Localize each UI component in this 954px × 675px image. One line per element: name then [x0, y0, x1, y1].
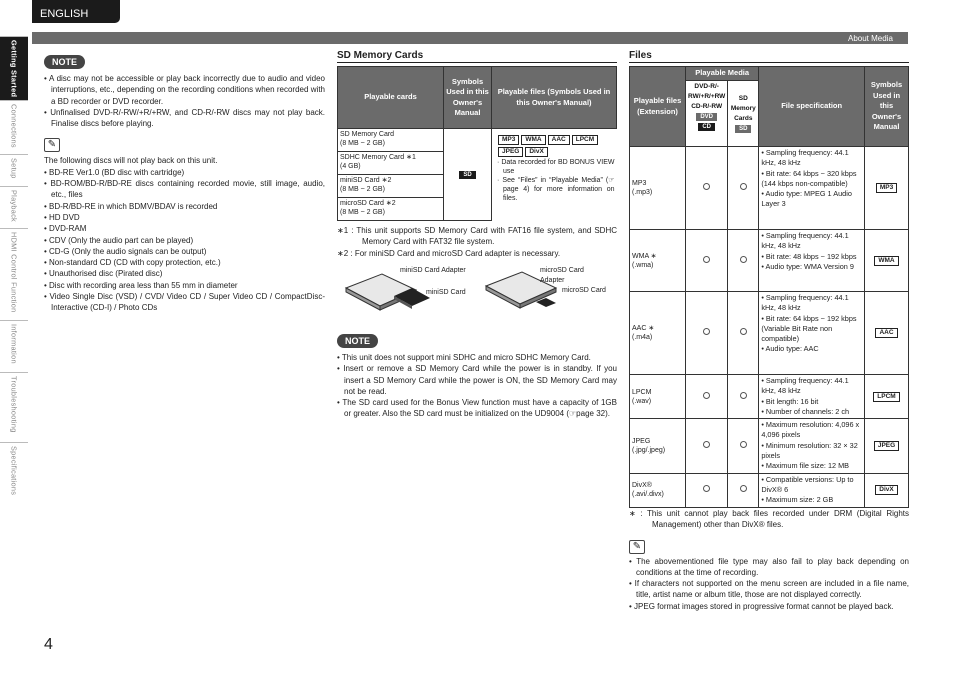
sidebar: [0, 36, 28, 508]
list-item: • BD-RE Ver1.0 (BD disc with cartridge): [44, 167, 185, 177]
mini-card-label: miniSD Card: [426, 289, 466, 296]
files-notes: [629, 508, 909, 612]
sd-symbol-cell: SD: [444, 129, 492, 221]
files-header-dvd: DVD-R/-RW/+R/+RW CD-R/-RW DVD CD: [686, 81, 728, 147]
pencil-icon: ✎: [44, 134, 325, 152]
mini-adapter-label: miniSD Card Adapter: [400, 267, 466, 274]
list-item: • CDV (Only the audio part can be played): [44, 235, 194, 245]
micro-adapter-label: microSD Card Adapter: [540, 267, 584, 284]
files-table: [629, 66, 909, 508]
list-item: • BD-R/BD-RE in which BDMV/BDAV is recorded: [44, 201, 218, 211]
micro-card-label: microSD Card: [562, 287, 606, 294]
sd-table: [337, 66, 617, 221]
list-item: • DVD-RAM: [44, 224, 87, 234]
table-row: LPCM (.wav) • Sampling frequency: 44.1 kHz, 48 kHz • Bit length: 16 bit • Number of channels: 2 ch LPCM: [630, 375, 909, 419]
files-footnote: ∗ : This unit cannot play back files recorded under DRM (Digital Rights Management) other than DivX® files.: [629, 509, 909, 530]
list-item: • The SD card used for the Bonus View function must have a capacity of 1GB or greater. Also the SD card must be initialized on the UD9004 (☞page 32).: [337, 398, 617, 419]
sd-card-row: microSD Card ∗2 (8 MB ~ 2 GB): [338, 198, 444, 221]
table-row: AAC ∗ (.m4a) • Sampling frequency: 44.1 kHz, 48 kHz • Bit rate: 64 kbps ~ 192 kbps (Variable Bit Rate non compatible) • Audio type: AAC AAC: [630, 292, 909, 375]
sidebar-tab-getting-started[interactable]: Getting Started: [0, 36, 28, 100]
sidebar-tab-connections[interactable]: Connections: [0, 100, 28, 154]
list-item: • A disc may not be accessible or play back incorrectly due to audio and video interruptions, etc., depending on the recording conditions when recorded with a BD recorder or DVD recorder.: [44, 74, 325, 106]
note-badge: NOTE: [337, 334, 378, 348]
list-item: • Video Single Disc (VSD) / CVD/ Video CD / Super Video CD / CompactDisc-Interactive (CD-I) / Photo CDs: [44, 292, 325, 313]
files-header-media: Playable Media: [686, 67, 759, 81]
sd-header-symbols: Symbols Used in this Owner's Manual: [444, 67, 492, 129]
table-row: JPEG (.jpg/.jpeg) • Maximum resolution: 4,096 x 4,096 pixels • Minimum resolution: 32 × 32 pixels • Maximum file size: 12 MB JPEG: [630, 419, 909, 473]
sd-header-files: Playable files (Symbols Used in this Owner's Manual): [492, 67, 617, 129]
list-item: • CD-G (Only the audio signals can be output): [44, 246, 207, 256]
list-item: • HD DVD: [44, 212, 80, 222]
sidebar-tab-specifications[interactable]: Specifications: [0, 442, 28, 508]
list-item: • The abovementioned file type may also fail to play back depending on conditions at the time of recording.: [629, 556, 909, 577]
sidebar-tab-playback[interactable]: Playback: [0, 186, 28, 228]
sd-card-row: SD Memory Card (8 MB ~ 2 GB): [338, 129, 444, 152]
sd-footnotes: ∗1 : This unit supports SD Memory Card with FAT16 file system, and SDHC Memory Card with FAT32 file system. ∗2 : For miniSD Card and microSD Card adapter is necessary.: [337, 226, 617, 258]
sd-header-cards: Playable cards: [338, 67, 444, 129]
list-item: • JPEG format images stored in progressive format cannot be played back.: [629, 601, 894, 611]
sidebar-tab-information[interactable]: Information: [0, 320, 28, 372]
list-item: • Insert or remove a SD Memory Card while the power is in standby. If you insert a SD Memory Card while the power is ON, the SD Memory Card may not be read.: [337, 364, 617, 396]
list-item: • Non-standard CD (CD with copy protection, etc.): [44, 258, 221, 268]
sidebar-tab-troubleshooting[interactable]: Troubleshooting: [0, 372, 28, 442]
sidebar-tab-setup[interactable]: Setup: [0, 154, 28, 186]
table-row: DivX® (.avi/.divx) • Compatible versions: Up to DivX® 6 • Maximum size: 2 GB DivX: [630, 473, 909, 507]
files-header-sd: SD Memory Cards SD: [728, 81, 759, 147]
pencil-icon: ✎: [629, 536, 909, 554]
sidebar-tab-hdmi[interactable]: HDMI Control Function: [0, 228, 28, 320]
files-section-title: Files: [629, 50, 909, 63]
left-column: [44, 52, 325, 314]
sd-files-cell: MP3 WMA AAC LPCM JPEG DivX · Data recorded for BD BONUS VIEW use · See “Files” in “Playable Media” (☞page 4) for more information on files.: [497, 136, 615, 202]
sd-card-row: miniSD Card ∗2 (8 MB ~ 2 GB): [338, 175, 444, 198]
list-item: • This unit does not support mini SDHC and micro SDHC Memory Card.: [337, 353, 591, 362]
table-row: WMA ∗ (.wma) • Sampling frequency: 44.1 kHz, 48 kHz • Bit rate: 48 kbps ~ 192 kbps • Audio type: WMA Version 9 WMA: [630, 230, 909, 292]
page-number: 4: [44, 636, 53, 653]
list-item: • If characters not supported on the menu screen are included in a file name, title, artist name or album title, those are not displayed correctly.: [629, 579, 909, 600]
note-badge: NOTE: [44, 55, 85, 69]
language-tab: ENGLISH: [32, 0, 120, 23]
intro-text: The following discs will not play back on this unit.: [44, 156, 218, 166]
section-title: About Media: [848, 34, 893, 43]
list-item: • Disc with recording area less than 55 mm in diameter: [44, 280, 238, 290]
table-row: MP3 (.mp3) • Sampling frequency: 44.1 kHz, 48 kHz • Bit rate: 64 kbps ~ 320 kbps (144 kbps non-compatible) • Audio type: MPEG 1 Audio Layer 3 MP3: [630, 147, 909, 230]
list-item: • Unfinalised DVD-R/-RW/+R/+RW, and CD-R/-RW discs may not play back. Finalise discs before playing.: [44, 107, 325, 129]
files-header-spec: File specification: [759, 67, 865, 147]
sd-notes: [337, 331, 617, 420]
list-item: • BD-ROM/BD-R/BD-RE discs containing recorded movie, still image, audio, etc., files: [44, 179, 325, 200]
sd-card-row: SDHC Memory Card ∗1 (4 GB): [338, 152, 444, 175]
files-header-symbols: Symbols Used in this Owner's Manual: [865, 67, 909, 147]
list-item: • Unauthorised disc (Pirated disc): [44, 269, 163, 279]
sd-card-illustration: [338, 262, 618, 324]
files-header-playable: Playable files (Extension): [630, 67, 686, 147]
sd-section-title: SD Memory Cards: [337, 50, 617, 63]
header-bar: [32, 32, 908, 44]
